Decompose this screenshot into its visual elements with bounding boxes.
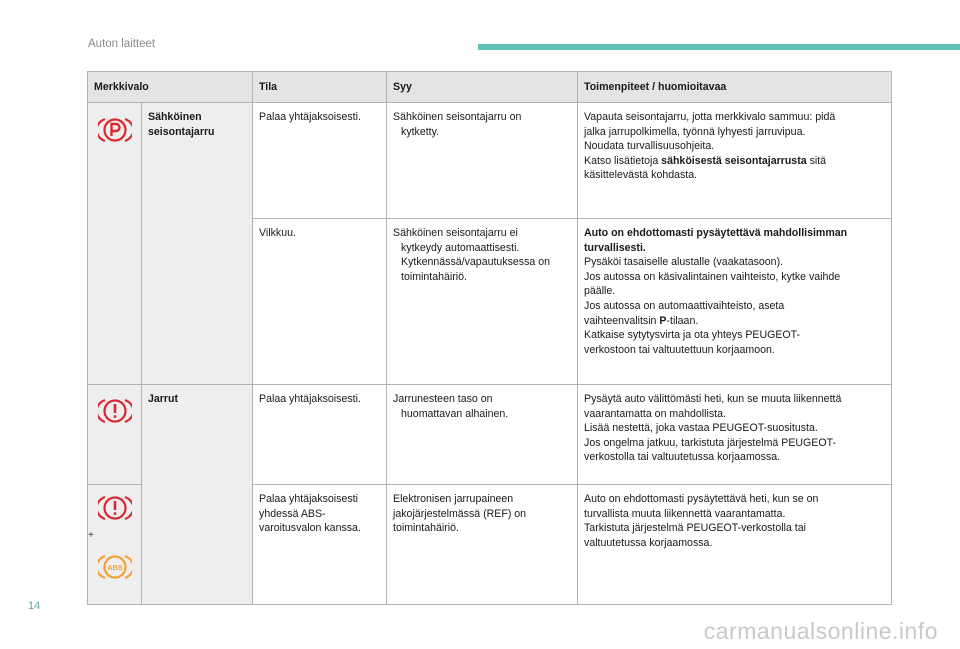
action-cell [578,385,892,485]
header-merkkivalo: Merkkivalo [88,72,253,103]
action-text: -tilaan. [666,314,699,327]
action-text: Jos ongelma jatkuu, tarkistuta järjestelmä PEUGEOT- [584,436,837,449]
watermark: carmanualsonline.info [703,618,938,644]
action-emphasis: Auto on ehdottomasti pysäytettävä mahdollisimman [584,227,848,239]
header-accent-bar [478,44,960,50]
warning-lights-table [87,71,892,605]
action-text: valtuutetussa korjaamossa. [584,536,713,549]
tila-cell [253,485,387,605]
syy-text: toimintahäiriö. [393,522,459,535]
syy-text: kytketty. [401,125,440,138]
syy-text: kytkeydy automaattisesti. [401,241,520,254]
action-text: jalka jarrupolkimella, työnnä lyhyesti jarruvipua. [584,125,806,138]
syy-text: Jarrunesteen taso on [393,393,493,405]
action-text: Vapauta seisontajarru, jotta merkkivalo sammuu: pidä [584,111,836,123]
tila-text: varoitusvalon kanssa. [259,522,361,535]
action-text [584,314,885,329]
syy-cell [387,219,578,385]
abs-icon [98,552,132,582]
action-text: Noudata turvallisuusohjeita. [584,140,715,153]
action-text: turvallista muuta liikennettä vaarantamatta. [584,507,786,520]
action-text: Tarkistuta järjestelmä PEUGEOT-verkostolla tai [584,522,806,535]
abs-icon-label: ABS [106,562,123,572]
header-toimenpiteet: Toimenpiteet / huomioitavaa [578,72,892,103]
name-cell [142,385,253,605]
tila-text: Palaa yhtäjaksoisesti [259,493,358,505]
syy-text: Kytkennässä/vapautuksessa on [401,256,551,269]
action-text: verkostolla tai valtuutetussa korjaamossa. [584,451,781,464]
table-row [88,385,892,485]
header-syy: Syy [387,72,578,103]
action-link-text: sähköisestä seisontajarrusta [661,154,807,167]
plus-sign: + [88,530,94,541]
tila-text: Vilkkuu. [259,227,296,239]
action-cell [578,485,892,605]
syy-cell [387,485,578,605]
indicator-name: Jarrut [148,393,179,405]
indicator-name: Sähköinen [148,111,202,123]
syy-text: Sähköinen seisontajarru ei [393,227,518,239]
indicator-name: seisontajarru [148,125,215,138]
action-text: Katso lisätietoja [584,154,662,167]
page-number: 14 [28,600,41,612]
action-text: sitä [806,154,827,167]
action-text [584,154,885,169]
action-text: Auto on ehdottomasti pysäytettävä heti, kun se on [584,493,819,505]
action-text: käsittelevästä kohdasta. [584,169,698,182]
action-text: verkostoon tai valtuutettuun korjaamoon. [584,343,775,356]
action-text: vaihteenvalitsin [584,314,660,327]
syy-text: Elektronisen jarrupaineen [393,493,514,505]
header-tila: Tila [253,72,387,103]
action-text: Jos autossa on käsivalintainen vaihteisto, kytke vaihde [584,270,841,283]
tila-cell [253,219,387,385]
action-text: Lisää nestettä, joka vastaa PEUGEOT-suositusta. [584,422,818,435]
syy-cell [387,385,578,485]
action-text: Katkaise sytytysvirta ja ota yhteys PEUGEOT- [584,329,801,342]
action-cell [578,103,892,219]
table-row [88,103,892,219]
action-emphasis: turvallisesti. [584,241,646,254]
action-cell [578,219,892,385]
icon-cell [88,103,142,385]
syy-cell [387,103,578,219]
syy-text: toimintahäiriö. [401,270,467,283]
tila-cell [253,103,387,219]
action-text: päälle. [584,285,616,298]
action-text: Pysäytä auto välittömästi heti, kun se muuta liikennettä [584,393,842,405]
tila-text: Palaa yhtäjaksoisesti. [259,393,361,405]
action-text: Pysäköi tasaiselle alustalle (vaakatasoon). [584,256,784,269]
name-cell [142,103,253,385]
brake-warning-icon [98,493,132,523]
brake-warning-icon [98,396,132,426]
table-header-row [88,72,892,103]
section-title: Auton laitteet [88,38,156,50]
icon-cell [88,385,142,485]
tila-cell [253,385,387,485]
action-text: Jos autossa on automaattivaihteisto, aseta [584,299,785,312]
syy-text: huomattavan alhainen. [401,407,509,420]
action-text: vaarantamatta on mahdollista. [584,407,726,420]
gear-position-text: P [659,314,667,327]
syy-text: Sähköinen seisontajarru on [393,111,522,123]
parking-brake-icon [98,115,132,145]
tila-text: Palaa yhtäjaksoisesti. [259,111,361,123]
icon-cell [88,485,142,605]
syy-text: jakojärjestelmässä (REF) on [393,507,527,520]
tila-text: yhdessä ABS- [259,507,326,520]
